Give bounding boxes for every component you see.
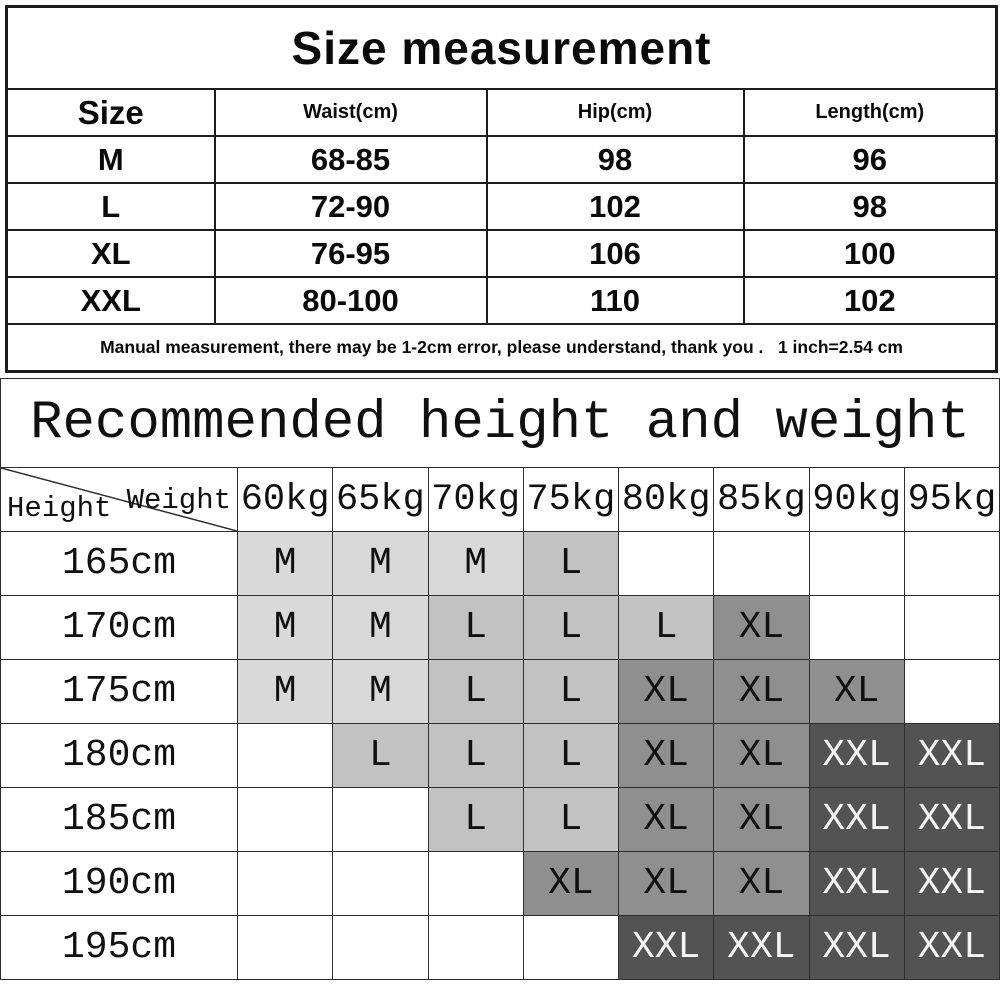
- size-recommendation-cell: L: [523, 724, 618, 788]
- size-table-row: [7, 183, 997, 230]
- height-row-header: 170cm: [1, 596, 238, 660]
- measurement-value-cell: 72-90: [215, 183, 487, 230]
- size-measurement-table: [5, 5, 998, 373]
- size-recommendation-cell: L: [523, 596, 618, 660]
- hw-table-body: [1, 532, 1000, 980]
- size-table-row: [7, 136, 997, 183]
- size-recommendation-cell: M: [428, 532, 523, 596]
- size-table-title: Size measurement: [7, 7, 997, 90]
- hw-table-row: [1, 724, 1000, 788]
- size-label-cell: XXL: [7, 277, 215, 324]
- measurement-value-cell: 106: [487, 230, 744, 277]
- height-row-header: 180cm: [1, 724, 238, 788]
- size-recommendation-cell: M: [333, 596, 428, 660]
- size-recommendation-cell: XL: [619, 788, 714, 852]
- measurement-value-cell: 100: [744, 230, 997, 277]
- size-recommendation-cell: XL: [714, 596, 809, 660]
- size-recommendation-cell: XXL: [809, 916, 904, 980]
- empty-cell: [238, 916, 333, 980]
- empty-cell: [238, 724, 333, 788]
- height-row-header: 195cm: [1, 916, 238, 980]
- size-label-cell: L: [7, 183, 215, 230]
- size-label-cell: M: [7, 136, 215, 183]
- height-row-header: 185cm: [1, 788, 238, 852]
- hw-table-title: Recommended height and weight: [1, 379, 1000, 468]
- size-recommendation-cell: M: [238, 596, 333, 660]
- size-column-header: Size: [7, 89, 215, 136]
- weight-column-header: 85kg: [714, 468, 809, 532]
- measurement-value-cell: 98: [744, 183, 997, 230]
- empty-cell: [904, 532, 999, 596]
- hw-table-row: [1, 788, 1000, 852]
- size-recommendation-cell: XL: [619, 724, 714, 788]
- size-recommendation-cell: XL: [714, 852, 809, 916]
- hw-table-row: [1, 916, 1000, 980]
- size-table-row: [7, 277, 997, 324]
- corner-header-cell: [1, 468, 238, 532]
- weight-column-header: 80kg: [619, 468, 714, 532]
- measurement-value-cell: 98: [487, 136, 744, 183]
- size-recommendation-cell: L: [333, 724, 428, 788]
- size-label-cell: XL: [7, 230, 215, 277]
- size-recommendation-cell: XL: [714, 660, 809, 724]
- size-recommendation-cell: XXL: [619, 916, 714, 980]
- weight-column-header: 75kg: [523, 468, 618, 532]
- empty-cell: [238, 788, 333, 852]
- measure-column-header: Length(cm): [744, 89, 997, 136]
- hw-table-row: [1, 596, 1000, 660]
- weight-column-header: 65kg: [333, 468, 428, 532]
- empty-cell: [523, 916, 618, 980]
- size-recommendation-cell: XL: [714, 788, 809, 852]
- size-recommendation-cell: XXL: [904, 852, 999, 916]
- size-table-row: [7, 230, 997, 277]
- empty-cell: [333, 916, 428, 980]
- size-table-note-row: [7, 324, 997, 372]
- size-recommendation-cell: M: [333, 660, 428, 724]
- height-row-header: 190cm: [1, 852, 238, 916]
- size-recommendation-cell: L: [523, 788, 618, 852]
- hw-table-row: [1, 852, 1000, 916]
- weight-column-header: 90kg: [809, 468, 904, 532]
- size-recommendation-cell: XXL: [904, 916, 999, 980]
- measurement-value-cell: 80-100: [215, 277, 487, 324]
- weight-column-header: 95kg: [904, 468, 999, 532]
- size-recommendation-cell: XXL: [809, 788, 904, 852]
- size-table-title-row: [7, 7, 997, 90]
- empty-cell: [428, 916, 523, 980]
- empty-cell: [333, 788, 428, 852]
- size-recommendation-cell: XXL: [809, 724, 904, 788]
- height-row-header: 165cm: [1, 532, 238, 596]
- size-recommendation-cell: XXL: [904, 724, 999, 788]
- measurement-note: Manual measurement, there may be 1-2cm error, please understand, thank you . 1 inch=2.54 cm: [7, 324, 997, 372]
- measurement-value-cell: 96: [744, 136, 997, 183]
- size-recommendation-cell: L: [523, 532, 618, 596]
- empty-cell: [428, 852, 523, 916]
- weight-axis-label: Weight: [126, 484, 231, 517]
- size-recommendation-cell: XXL: [714, 916, 809, 980]
- empty-cell: [904, 660, 999, 724]
- size-recommendation-cell: XL: [619, 852, 714, 916]
- hw-table-row: [1, 660, 1000, 724]
- size-recommendation-cell: L: [428, 788, 523, 852]
- size-recommendation-cell: XXL: [809, 852, 904, 916]
- height-axis-label: Height: [7, 492, 112, 525]
- hw-table-row: [1, 532, 1000, 596]
- measurement-value-cell: 76-95: [215, 230, 487, 277]
- measure-column-header: Waist(cm): [215, 89, 487, 136]
- size-table-body: [7, 136, 997, 324]
- empty-cell: [619, 532, 714, 596]
- empty-cell: [333, 852, 428, 916]
- size-recommendation-cell: L: [428, 724, 523, 788]
- size-recommendation-cell: L: [619, 596, 714, 660]
- size-recommendation-cell: L: [523, 660, 618, 724]
- size-table-header-row: [7, 89, 997, 136]
- hw-header-row: [1, 468, 1000, 532]
- size-recommendation-cell: M: [238, 532, 333, 596]
- size-recommendation-cell: XL: [714, 724, 809, 788]
- empty-cell: [809, 532, 904, 596]
- height-row-header: 175cm: [1, 660, 238, 724]
- weight-column-header: 60kg: [238, 468, 333, 532]
- size-recommendation-cell: XL: [523, 852, 618, 916]
- size-recommendation-cell: M: [333, 532, 428, 596]
- size-recommendation-cell: L: [428, 596, 523, 660]
- size-recommendation-cell: XL: [809, 660, 904, 724]
- measurement-value-cell: 68-85: [215, 136, 487, 183]
- size-recommendation-cell: XXL: [904, 788, 999, 852]
- measurement-value-cell: 102: [487, 183, 744, 230]
- empty-cell: [714, 532, 809, 596]
- measurement-value-cell: 110: [487, 277, 744, 324]
- hw-title-row: [1, 379, 1000, 468]
- empty-cell: [904, 596, 999, 660]
- empty-cell: [809, 596, 904, 660]
- measurement-value-cell: 102: [744, 277, 997, 324]
- measure-column-header: Hip(cm): [487, 89, 744, 136]
- size-recommendation-cell: M: [238, 660, 333, 724]
- size-recommendation-cell: L: [428, 660, 523, 724]
- empty-cell: [238, 852, 333, 916]
- weight-column-header: 70kg: [428, 468, 523, 532]
- height-weight-table: [0, 378, 1000, 980]
- size-recommendation-cell: XL: [619, 660, 714, 724]
